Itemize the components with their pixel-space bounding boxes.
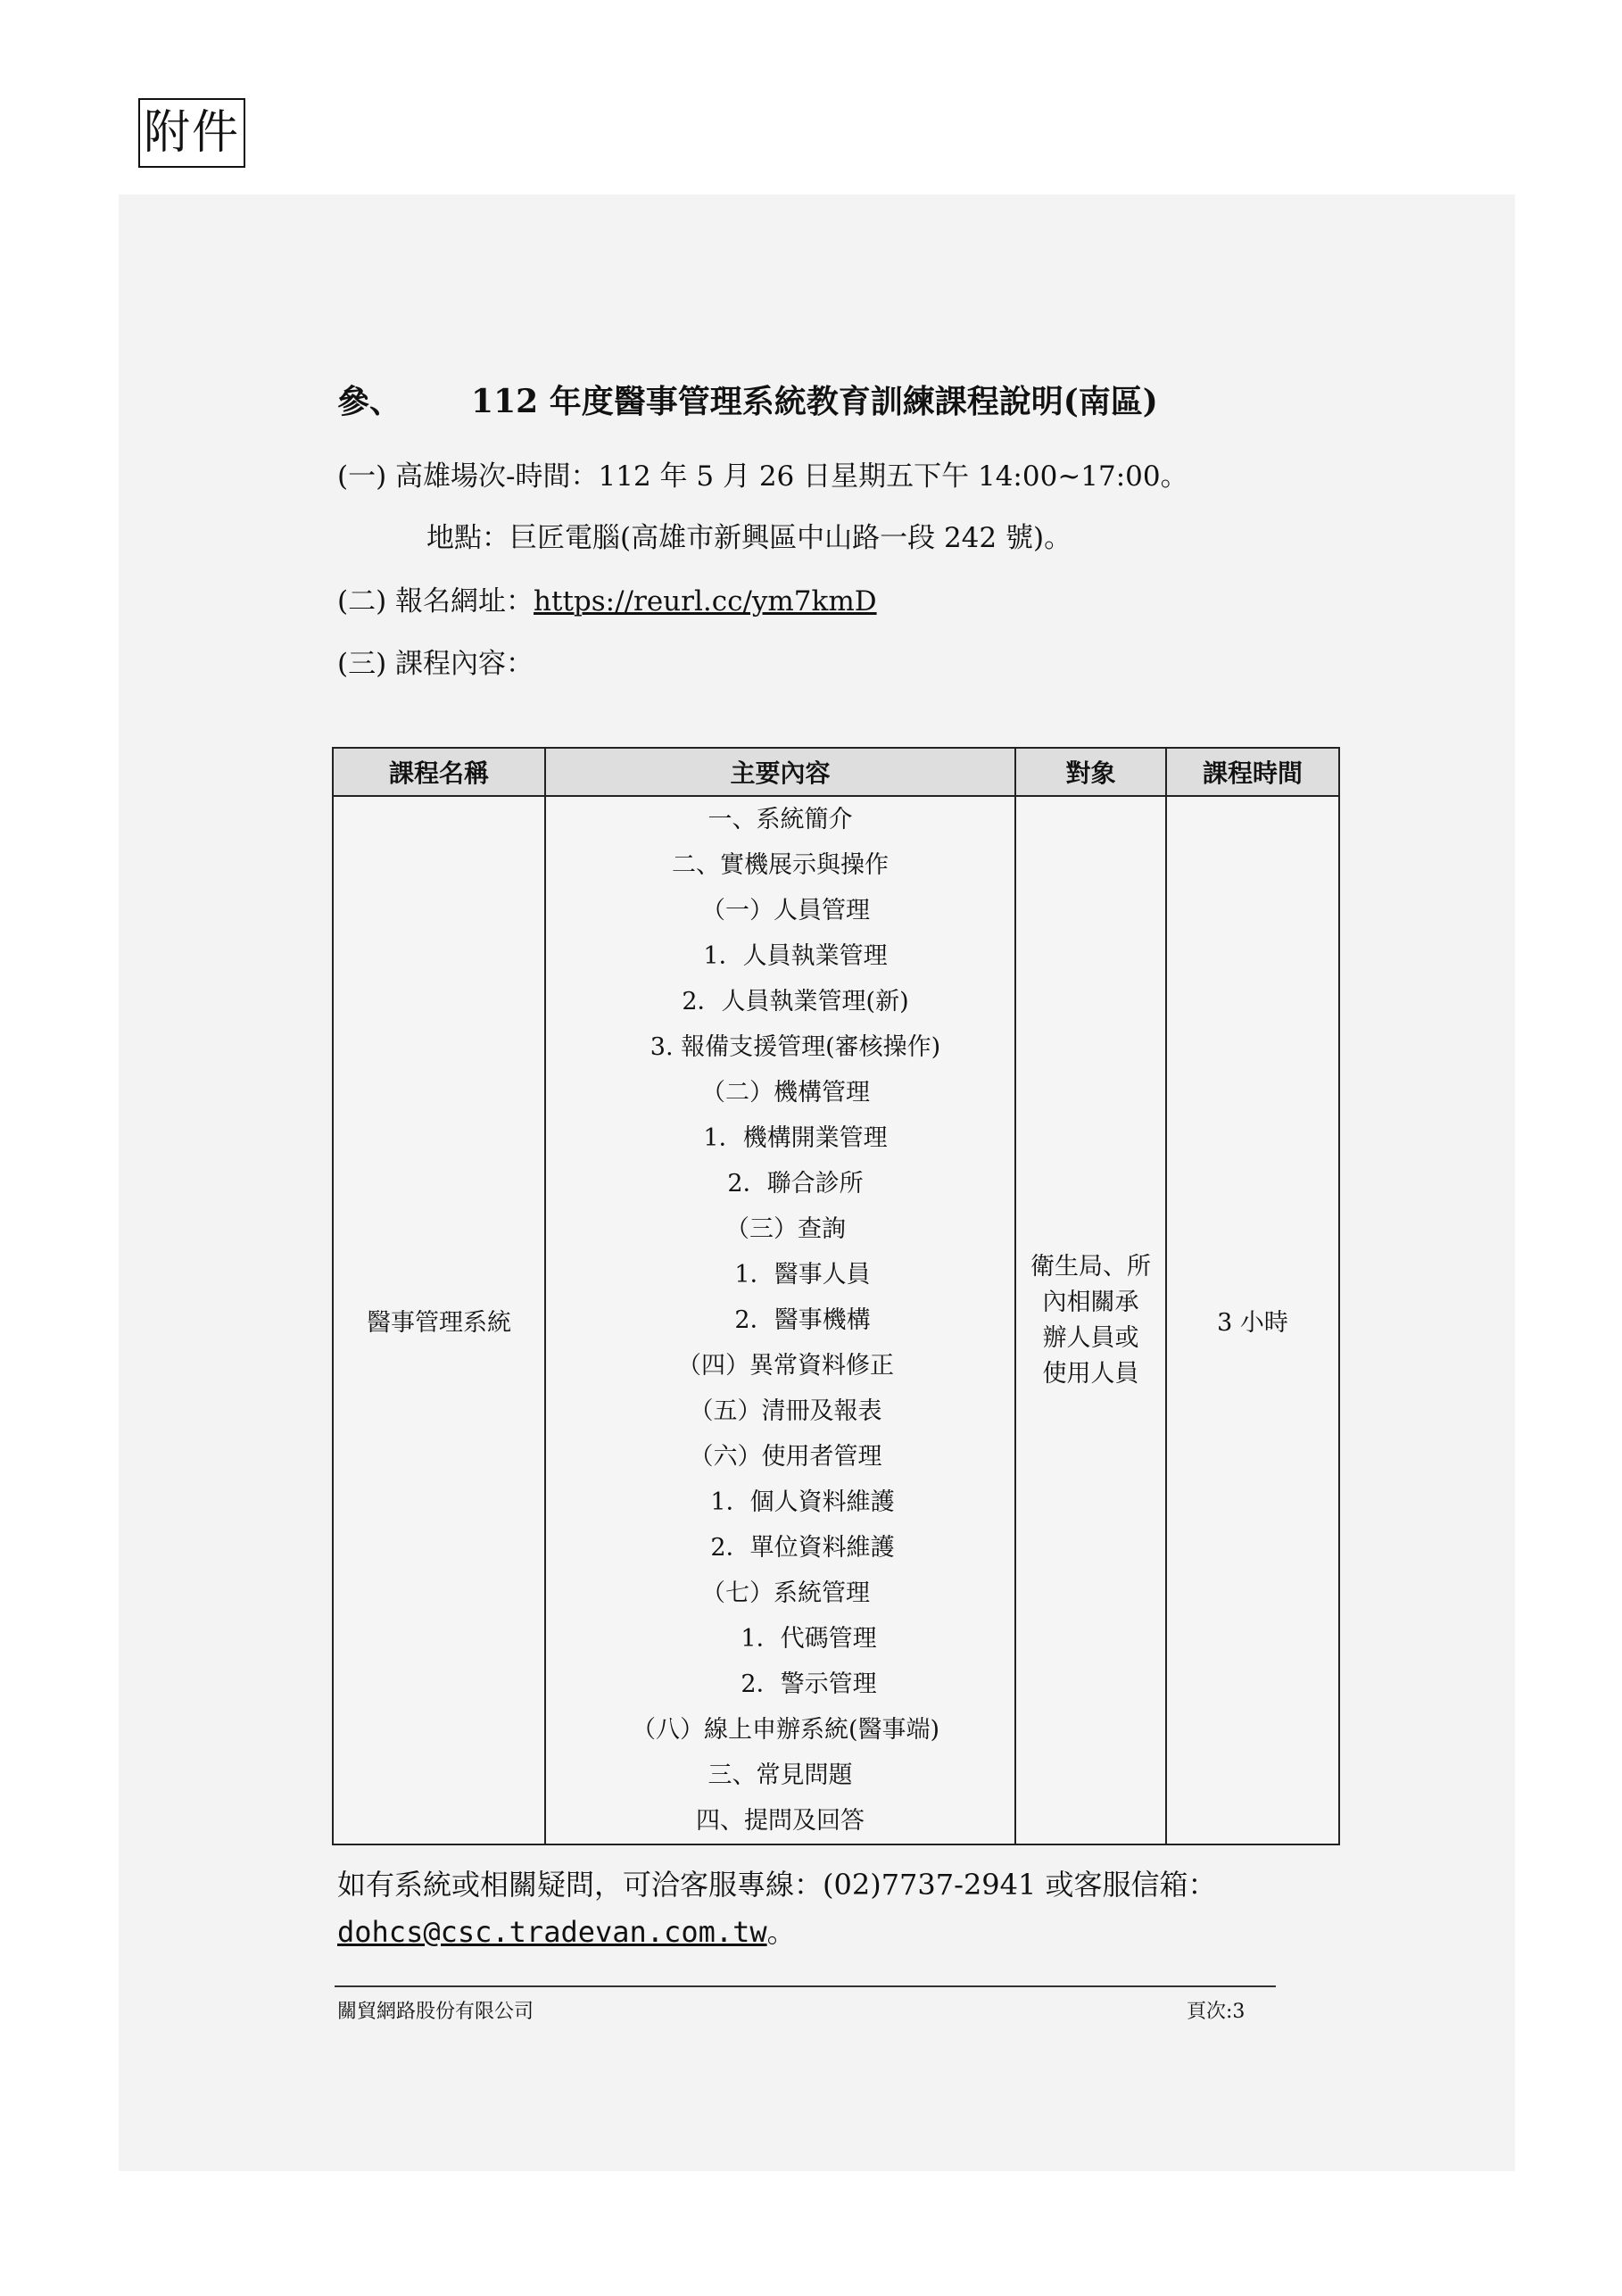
header-audience: 對象 xyxy=(1015,748,1166,796)
table-row xyxy=(333,796,1339,1844)
content-item: （八）線上申辦系統(醫事端) xyxy=(631,1716,940,1744)
section-heading xyxy=(337,377,1158,422)
content-cell xyxy=(545,796,1015,1844)
footer-page-number: 頁次:3 xyxy=(1187,2001,1245,2023)
content-item: 2．警示管理 xyxy=(741,1670,877,1698)
attachment-label: 附件 xyxy=(138,98,245,168)
content-item: 2．人員執業管理(新) xyxy=(682,988,909,1015)
content-item: 2．單位資料維護 xyxy=(710,1534,895,1562)
audience-cell xyxy=(1015,796,1166,1844)
content-item: 1．醫事人員 xyxy=(734,1261,871,1289)
audience-line: 衛生局、所 xyxy=(1030,1252,1151,1281)
footer-company: 關貿網路股份有限公司 xyxy=(337,2001,534,2023)
contact-line: 如有系統或相關疑問，可洽客服專線：(02)7737-2941 或客服信箱： xyxy=(337,1868,1217,1902)
content-item: （七）系統管理 xyxy=(701,1579,870,1607)
course-content-label: (三) 課程內容： xyxy=(337,648,534,680)
footer-divider xyxy=(335,1985,1276,1987)
section-number: 參、 xyxy=(337,383,402,420)
content-item: （二）機構管理 xyxy=(701,1079,870,1107)
content-item: 1．機構開業管理 xyxy=(703,1124,888,1152)
audience-line: 辦人員或 xyxy=(1042,1323,1139,1352)
content-item: 四、提問及回答 xyxy=(696,1807,865,1835)
registration-prefix: (二) 報名網址： xyxy=(337,585,534,618)
content-item: 1．人員執業管理 xyxy=(703,942,888,970)
venue-line: 地點：巨匠電腦(高雄市新興區中山路一段 242 號)。 xyxy=(426,522,1072,554)
course-name-cell: 醫事管理系統 xyxy=(333,796,545,1844)
session-time-line: (一) 高雄場次-時間：112 年 5 月 26 日星期五下午 14:00~17:00。 xyxy=(337,460,1188,493)
section-title: 112 年度醫事管理系統教育訓練課程說明(南區) xyxy=(471,383,1158,420)
content-item: 3. 報備支援管理(審核操作) xyxy=(650,1033,941,1061)
content-item: （五）清冊及報表 xyxy=(689,1397,882,1425)
content-item: （四）異常資料修正 xyxy=(677,1352,894,1380)
content-item: 2．聯合診所 xyxy=(727,1170,864,1198)
contact-email-line xyxy=(337,1910,796,1951)
duration-cell: 3 小時 xyxy=(1166,796,1339,1844)
header-course-name: 課程名稱 xyxy=(333,748,545,796)
contact-email-link[interactable]: dohcs@csc.tradevan.com.tw xyxy=(337,1915,767,1949)
content-item: 1．代碼管理 xyxy=(741,1625,877,1653)
content-item: （六）使用者管理 xyxy=(689,1443,882,1471)
audience-line: 使用人員 xyxy=(1042,1359,1139,1388)
content-item: 一、系統簡介 xyxy=(708,806,853,833)
audience-line: 內相關承 xyxy=(1042,1288,1139,1316)
header-main-content: 主要內容 xyxy=(545,748,1015,796)
table-header-row xyxy=(333,748,1339,796)
content-item: （三）查詢 xyxy=(725,1215,846,1243)
registration-line xyxy=(337,578,877,618)
header-duration: 課程時間 xyxy=(1166,748,1339,796)
content-item: 1．個人資料維護 xyxy=(710,1488,895,1516)
contact-email-suffix: 。 xyxy=(766,1915,796,1949)
content-item: 三、常見問題 xyxy=(708,1761,853,1789)
content-item: 2．醫事機構 xyxy=(734,1306,871,1334)
registration-link[interactable]: https://reurl.cc/ym7kmD xyxy=(534,585,877,618)
course-table xyxy=(332,747,1340,1845)
content-item: 二、實機展示與操作 xyxy=(672,851,889,879)
content-item: （一）人員管理 xyxy=(701,897,870,924)
